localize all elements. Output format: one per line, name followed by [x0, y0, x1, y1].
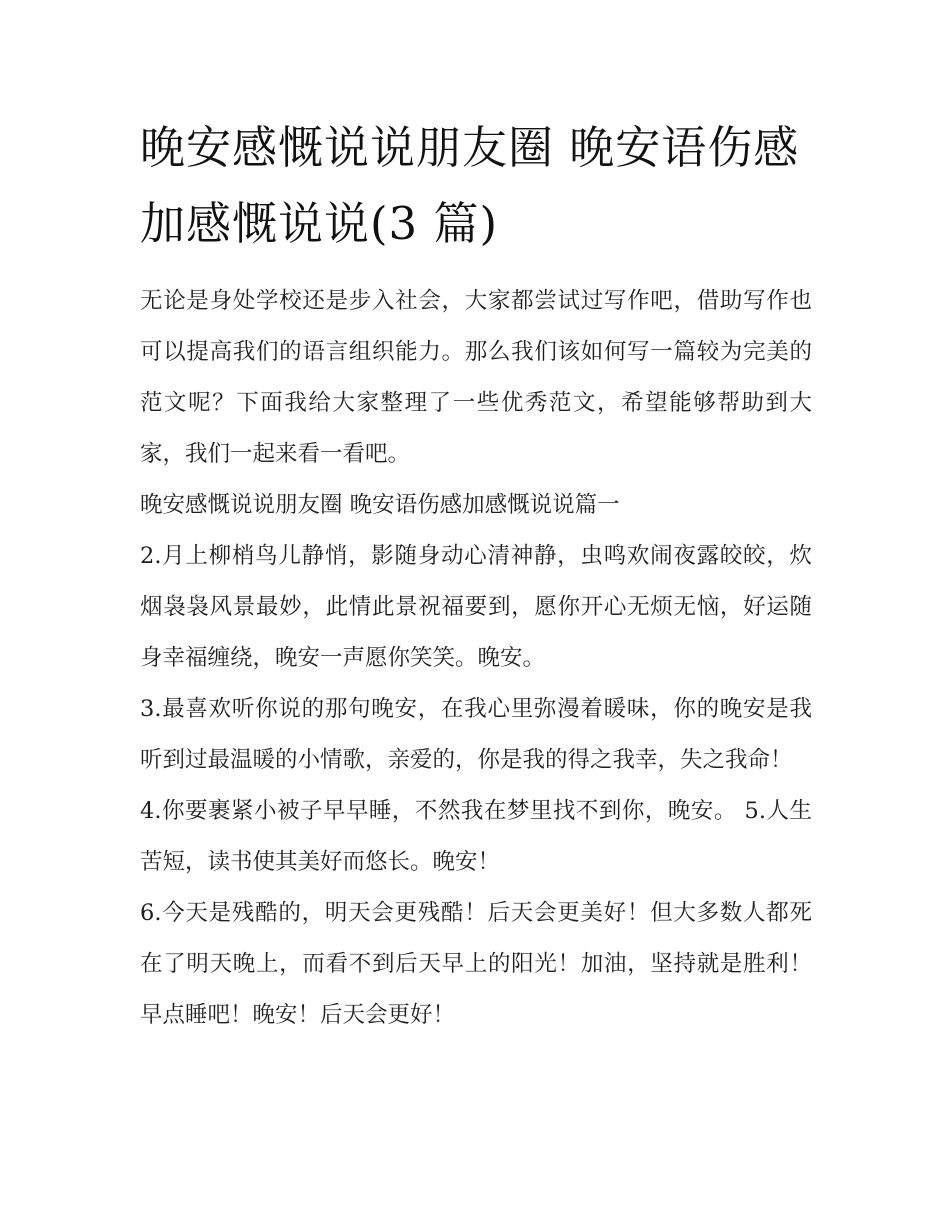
document-page [140, 110, 812, 1041]
list-item: 4.你要裹紧小被子早早睡，不然我在梦里找不到你，晚安。 5.人生苦短，读书使其美好而悠长。晚安！ [140, 798, 812, 875]
list-item: 2.月上柳梢鸟儿静悄，影随身动心清神静，虫鸣欢闹夜露皎皎，炊烟袅袅风景最妙，此情此景祝福要到，愿你开心无烦无恼，好运随身幸福缠绕，晚安一声愿你笑笑。晚安。 [140, 543, 812, 671]
document-body [140, 276, 812, 1041]
section-heading: 晚安感慨说说朋友圈 晚安语伤感加感慨说说篇一 [140, 492, 620, 518]
list-item: 3.最喜欢听你说的那句晚安，在我心里弥漫着暖味，你的晚安是我听到过最温暖的小情歌，亲爱的，你是我的得之我幸，失之我命！ [140, 696, 812, 773]
intro-paragraph: 无论是身处学校还是步入社会，大家都尝试过写作吧，借助写作也可以提高我们的语言组织能力。那么我们该如何写一篇较为完美的范文呢？下面我给大家整理了一些优秀范文，希望能够帮助到大家，我们一起来看一看吧。 [140, 288, 812, 467]
list-item: 6.今天是残酷的，明天会更残酷！后天会更美好！但大多数人都死在了明天晚上，而看不到后天早上的阳光！加油，坚持就是胜利！早点睡吧！晚安！后天会更好！ [140, 900, 812, 1028]
document-title: 晚安感慨说说朋友圈 晚安语伤感加感慨说说(3 篇) [140, 121, 800, 250]
